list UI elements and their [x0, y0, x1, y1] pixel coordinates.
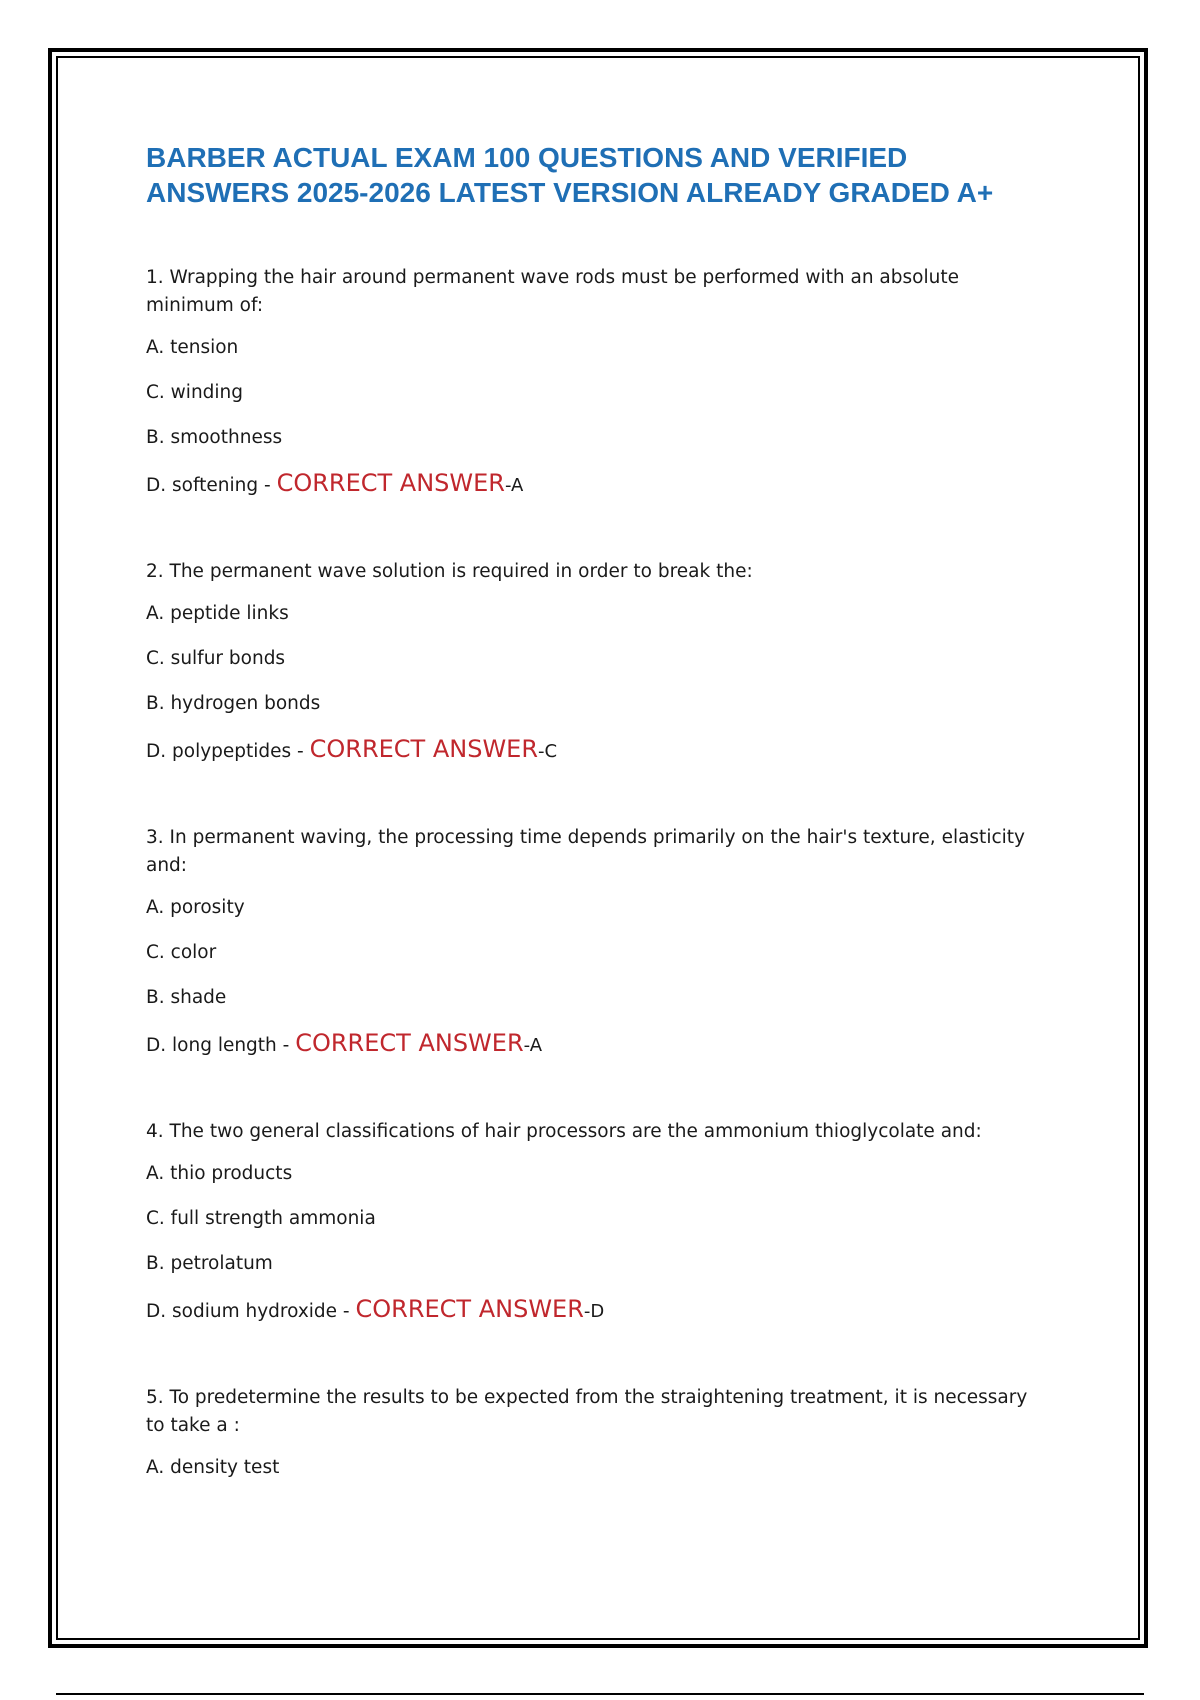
- option-d: D. long length -: [146, 1035, 296, 1056]
- answer-letter: -D: [583, 1301, 605, 1322]
- option-b: B. hydrogen bonds: [146, 693, 321, 714]
- question-stem: 2. The permanent wave solution is required in order to break the:: [146, 561, 753, 582]
- option-a: A. tension: [146, 337, 239, 358]
- option-d-with-answer: [146, 735, 1046, 766]
- option-c: C. color: [146, 942, 217, 963]
- option-c: C. sulfur bonds: [146, 648, 286, 669]
- option-d: D. sodium hydroxide -: [146, 1301, 356, 1322]
- question-stem: 1. Wrapping the hair around permanent wave rods must be performed with an absolute minimum of:: [146, 267, 959, 316]
- question-1: [146, 264, 1046, 500]
- option-a: A. porosity: [146, 897, 245, 918]
- option-a: A. peptide links: [146, 603, 289, 624]
- correct-answer-label: CORRECT ANSWER: [276, 469, 505, 497]
- option-a: A. density test: [146, 1457, 280, 1478]
- answer-letter: -A: [523, 1035, 543, 1056]
- option-c: C. winding: [146, 382, 244, 403]
- question-stem: 4. The two general classifications of hair processors are the ammonium thioglycolate and:: [146, 1121, 982, 1142]
- correct-answer-label: CORRECT ANSWER: [309, 735, 539, 763]
- question-stem: 3. In permanent waving, the processing time depends primarily on the hair's texture, elasticity and:: [146, 827, 1025, 876]
- document-content: [146, 140, 1046, 1499]
- correct-answer-label: CORRECT ANSWER: [355, 1295, 584, 1323]
- question-stem: 5. To predetermine the results to be expected from the straightening treatment, it is necessary to take a :: [146, 1387, 1028, 1436]
- option-c: C. full strength ammonia: [146, 1208, 376, 1229]
- answer-letter: -C: [538, 741, 558, 762]
- correct-answer-label: CORRECT ANSWER: [295, 1029, 524, 1057]
- option-b: B. smoothness: [146, 427, 283, 448]
- question-5: [146, 1384, 1046, 1482]
- option-b: B. shade: [146, 987, 227, 1008]
- option-a: A. thio products: [146, 1163, 293, 1184]
- option-d: D. softening -: [146, 475, 277, 496]
- question-3: [146, 824, 1046, 1060]
- option-b: B. petrolatum: [146, 1253, 273, 1274]
- option-d-with-answer: [146, 1029, 1046, 1060]
- option-d-with-answer: [146, 469, 1046, 500]
- option-d: D. polypeptides -: [146, 741, 310, 762]
- question-4: [146, 1118, 1046, 1326]
- question-2: [146, 558, 1046, 766]
- document-title: BARBER ACTUAL EXAM 100 QUESTIONS AND VERIFIED ANSWERS 2025-2026 LATEST VERSION ALREADY GRADED A+: [146, 142, 994, 208]
- option-d-with-answer: [146, 1295, 1046, 1326]
- bottom-divider: [56, 1693, 1144, 1695]
- answer-letter: -A: [504, 475, 524, 496]
